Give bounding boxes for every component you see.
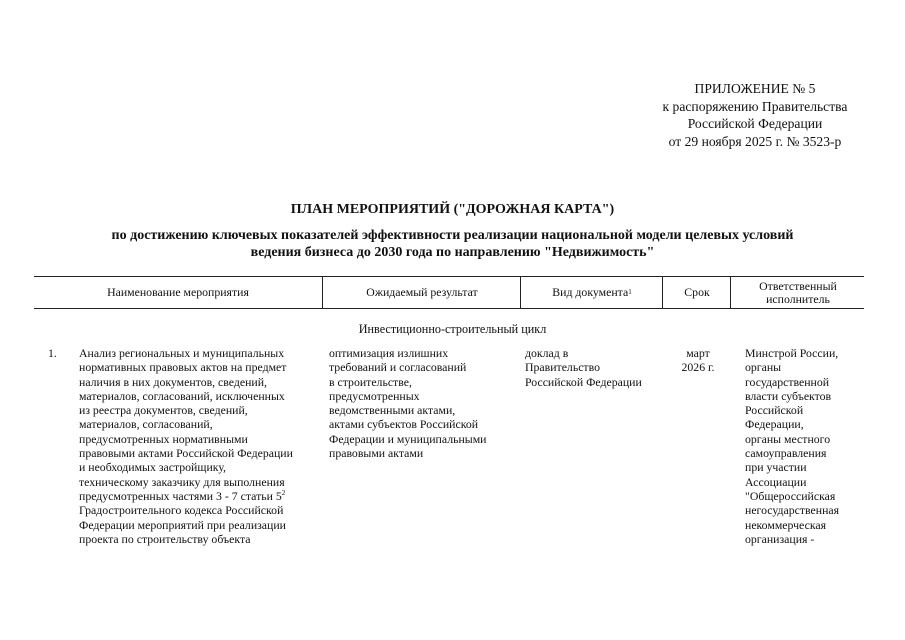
name-line: наличия в них документов, сведений,	[79, 374, 268, 389]
name-line: материалов, согласований,	[79, 417, 213, 432]
subtitle-line: по достижению ключевых показателей эффективности реализации национальной модели целевых условий	[111, 228, 794, 243]
result-line: Федерации и муниципальными	[329, 431, 487, 446]
executor-line: государственной	[745, 374, 830, 389]
name-line: предусмотренных частями 3 - 7 статьи $5^2$	[79, 488, 286, 503]
name-line: проекта по строительству объекта	[79, 531, 251, 546]
name-line: материалов, согласований, исключенных	[79, 388, 285, 403]
appendix-block	[600, 80, 905, 150]
executor-line: органы местного	[745, 431, 831, 446]
result-line: правовыми актами	[329, 446, 424, 461]
appendix-number: ПРИЛОЖЕНИЕ № 5	[694, 81, 816, 96]
executor-line: органы	[745, 360, 782, 375]
appendix-order-ref: к распоряжению Правительства	[662, 98, 848, 114]
result-line: предусмотренных	[329, 388, 420, 403]
result-line: ведомственными актами,	[329, 403, 456, 418]
executor-line: Федерации,	[745, 417, 804, 432]
header-result: Ожидаемый результат	[322, 277, 521, 308]
appendix-government: Российской Федерации	[687, 116, 823, 131]
appendix-date: от 29 ноября 2025 г. № 3523-р	[668, 133, 842, 149]
row-deadline	[663, 346, 733, 375]
executor-line: Ассоциации	[745, 474, 807, 489]
name-line: правовыми актами Российской Федерации	[79, 446, 293, 461]
doc-type-line: доклад в	[525, 346, 569, 360]
name-line: техническому заказчику для выполнения	[79, 474, 285, 489]
executor-line: Минстрой России,	[745, 346, 839, 360]
header-executor: Ответственный исполнитель	[730, 277, 865, 308]
name-line: предусмотренных нормативными	[79, 431, 248, 446]
name-line: Анализ региональных и муниципальных	[79, 346, 285, 360]
result-line: требований и согласований	[329, 360, 467, 375]
footnote-mark: 1	[628, 288, 632, 296]
document-title: ПЛАН МЕРОПРИЯТИЙ ("ДОРОЖНАЯ КАРТА")	[290, 202, 615, 217]
row-result	[329, 346, 486, 460]
name-line: Федерации мероприятий при реализации	[79, 517, 286, 532]
name-line: Градостроительного кодекса Российской	[79, 503, 284, 518]
row-doc-type	[525, 346, 642, 389]
result-line: в строительстве,	[329, 374, 412, 389]
executor-line: организация -	[745, 531, 815, 546]
header-deadline: Срок	[662, 277, 731, 308]
executor-line: негосударственная	[745, 503, 840, 518]
result-line: оптимизация излишних	[329, 346, 449, 360]
executor-line: "Общероссийская	[745, 488, 836, 503]
row-number: 1.	[48, 346, 57, 360]
name-line: и необходимых застройщику,	[79, 460, 226, 475]
doc-type-line: Российской Федерации	[525, 374, 642, 389]
header-doc-type: Вид документа 1	[520, 277, 663, 308]
table-header	[34, 276, 864, 309]
executor-line: при участии	[745, 460, 807, 475]
row-executor	[745, 346, 839, 546]
executor-line: некоммерческая	[745, 517, 827, 532]
section-title: Инвестиционно-строительный цикл	[358, 322, 547, 336]
executor-line: Российской	[745, 403, 804, 418]
subtitle-line: ведения бизнеса до 2030 года по направлению "Недвижимость"	[250, 245, 655, 260]
name-line: из реестра документов, сведений,	[79, 403, 248, 418]
executor-line: власти субъектов	[745, 388, 832, 403]
header-name: Наименование мероприятия	[107, 285, 249, 299]
result-line: актами субъектов Российской	[329, 417, 479, 432]
row-name	[79, 346, 293, 546]
executor-line: самоуправления	[745, 446, 827, 461]
doc-type-line: Правительство	[525, 360, 600, 375]
document-subtitle	[60, 227, 845, 261]
deadline-line: март	[686, 346, 710, 360]
deadline-line: 2026 г.	[681, 360, 715, 375]
footnote-mark: 2	[281, 489, 286, 498]
name-line: нормативных правовых актов на предмет	[79, 360, 287, 375]
